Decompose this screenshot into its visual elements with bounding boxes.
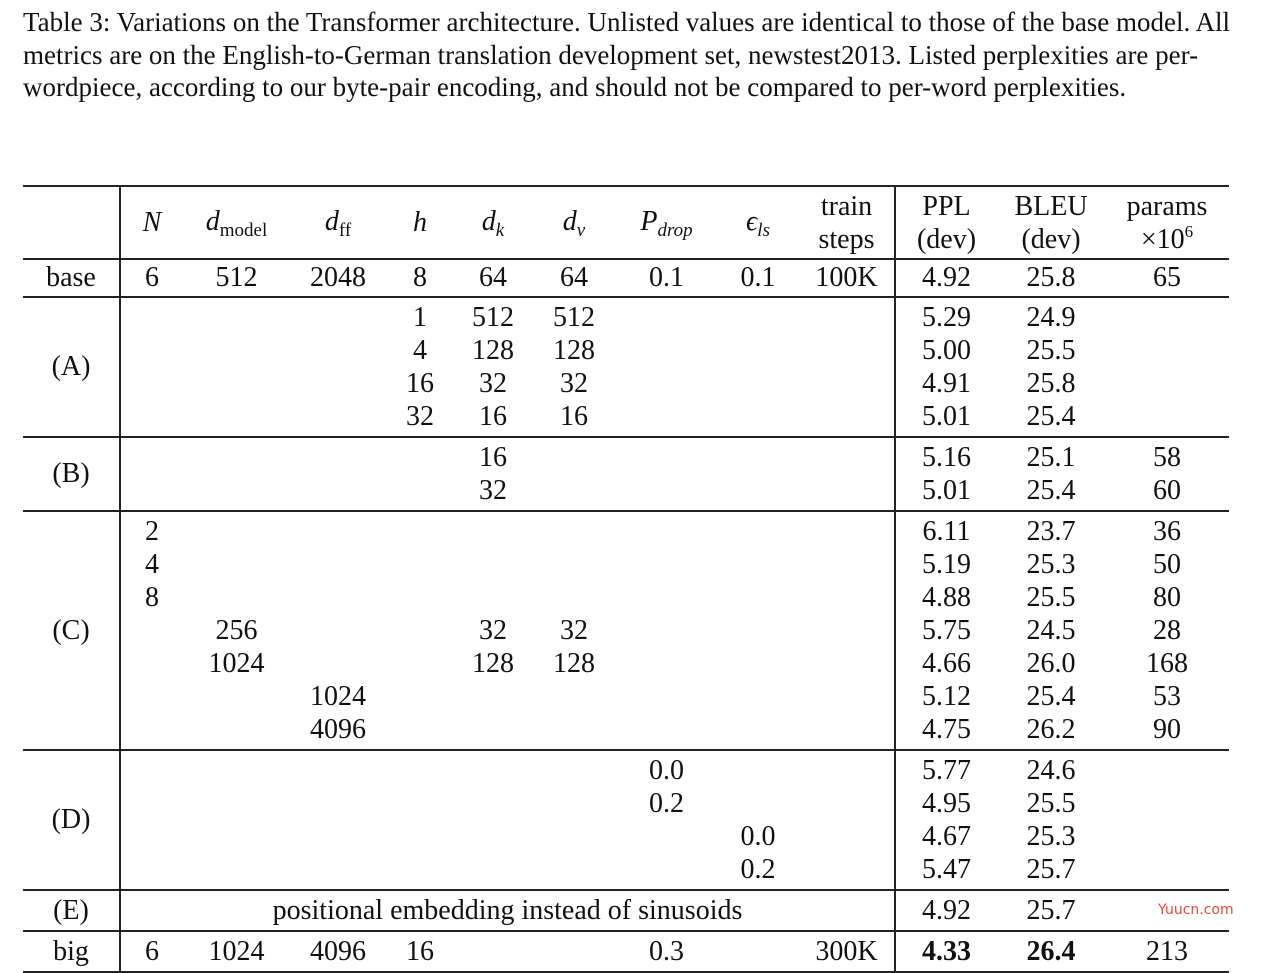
cell-value: 512 xyxy=(472,302,514,333)
cell-value: 60 xyxy=(1153,475,1181,506)
cell-dff xyxy=(290,437,386,511)
cell-value: 6.11 xyxy=(922,516,971,547)
table-caption: Table 3: Variations on the Transformer architecture. Unlisted values are identical to those of the base model. All metrics are on the English-to-German translation development set, newstest2013. Listed perplexities are per-wordpiece, according to our byte-pair encoding, and should not be compared to per-word perplexities. xyxy=(23,7,1231,103)
cell-value xyxy=(183,581,290,614)
cell-value: 90 xyxy=(1153,714,1181,745)
cell-value xyxy=(183,680,290,713)
row-group-E xyxy=(23,890,1229,931)
cell-value xyxy=(616,853,717,886)
cell-value: 5.47 xyxy=(922,854,971,885)
cell-dv xyxy=(532,297,616,437)
cell-value: 32 xyxy=(560,368,588,399)
cell-train: 100K xyxy=(799,259,895,297)
cell-value xyxy=(290,548,386,581)
cell-value: 16 xyxy=(406,368,434,399)
cell-value: 28 xyxy=(1153,615,1181,646)
cell-value xyxy=(454,581,532,614)
cell-value xyxy=(454,713,532,746)
cell-pdrop xyxy=(616,750,717,890)
cell-h xyxy=(386,511,454,750)
cell-pdrop: 0.1 xyxy=(649,262,684,293)
cell-value: 25.7 xyxy=(1026,854,1076,885)
cell-value: 2 xyxy=(145,516,159,547)
cell-train xyxy=(799,750,895,890)
cell-ppl: 4.33 xyxy=(895,931,997,972)
cell-N: 6 xyxy=(120,931,183,972)
cell-params xyxy=(1105,511,1229,750)
header-dff: $d_{ff}$ xyxy=(290,186,386,259)
cell-value: 512 xyxy=(553,302,595,333)
cell-value: 128 xyxy=(472,648,514,679)
cell-value: 5.75 xyxy=(922,615,971,646)
cell-value: 8 xyxy=(145,582,159,613)
header-N: N xyxy=(120,186,183,259)
cell-value: 58 xyxy=(1153,442,1181,473)
cell-value: 26.2 xyxy=(1026,714,1076,745)
cell-value: 25.5 xyxy=(1026,788,1076,819)
cell-value: 4.91 xyxy=(922,368,971,399)
cell-dk xyxy=(454,931,532,972)
cell-params xyxy=(1105,297,1229,437)
cell-value: 25.4 xyxy=(1026,401,1076,432)
cell-value: 5.12 xyxy=(922,681,971,712)
cell-value: 16 xyxy=(479,401,507,432)
cell-dmodel: 1024 xyxy=(183,931,290,972)
cell-value xyxy=(532,713,616,746)
cell-dv xyxy=(532,511,616,750)
cell-value xyxy=(454,680,532,713)
cell-value: 4.66 xyxy=(922,648,971,679)
cell-value: 32 xyxy=(479,368,507,399)
cell-value: 36 xyxy=(1153,516,1181,547)
cell-value: 256 xyxy=(215,615,258,646)
cell-dmodel xyxy=(183,297,290,437)
cell-train xyxy=(799,437,895,511)
cell-value: 25.8 xyxy=(1026,368,1076,399)
cell-value xyxy=(290,515,386,548)
cell-value: 80 xyxy=(1153,582,1181,613)
cell-h: 16 xyxy=(386,931,454,972)
header-dv: $d_v$ xyxy=(532,186,616,259)
cell-value xyxy=(183,548,290,581)
cell-value xyxy=(121,614,183,647)
cell-ppl: 4.92 xyxy=(922,262,971,293)
cell-params: 213 xyxy=(1105,931,1229,972)
cell-h xyxy=(386,437,454,511)
cell-value xyxy=(183,713,290,746)
cell-value: 23.7 xyxy=(1026,516,1076,547)
cell-train xyxy=(799,511,895,750)
header-row xyxy=(23,186,1229,259)
cell-value xyxy=(290,614,386,647)
cell-els xyxy=(717,511,799,750)
cell-value: 0.0 xyxy=(649,755,684,786)
row-label: (D) xyxy=(23,750,120,890)
cell-value xyxy=(717,787,799,820)
header-ppl: PPL (dev) xyxy=(895,186,997,259)
cell-value: 5.29 xyxy=(922,302,971,333)
cell-dmodel xyxy=(183,750,290,890)
header-bleu: BLEU (dev) xyxy=(997,186,1105,259)
cell-value: 53 xyxy=(1153,681,1181,712)
cell-pdrop xyxy=(616,437,717,511)
cell-els: 0.1 xyxy=(740,262,776,293)
cell-ppl xyxy=(895,511,997,750)
cell-pdrop xyxy=(616,297,717,437)
cell-value: 4 xyxy=(413,335,427,366)
cell-value xyxy=(532,680,616,713)
cell-dv xyxy=(532,750,616,890)
cell-N xyxy=(120,511,183,750)
row-label: (B) xyxy=(23,437,120,511)
cell-pdrop xyxy=(616,511,717,750)
results-table xyxy=(23,185,1229,973)
cell-dff xyxy=(290,297,386,437)
row-label: (E) xyxy=(23,890,120,931)
cell-value: 128 xyxy=(553,648,595,679)
cell-value: 1024 xyxy=(208,648,265,679)
cell-dff xyxy=(290,750,386,890)
row-group-B xyxy=(23,437,1229,511)
cell-dv xyxy=(532,931,616,972)
cell-value: 24.9 xyxy=(1026,302,1076,333)
cell-value: 50 xyxy=(1153,549,1181,580)
cell-h xyxy=(386,297,454,437)
cell-bleu xyxy=(997,750,1105,890)
cell-value xyxy=(717,754,799,787)
cell-value: 5.77 xyxy=(922,755,971,786)
cell-value xyxy=(290,581,386,614)
cell-N: 6 xyxy=(145,262,159,293)
cell-value: 128 xyxy=(472,335,514,366)
cell-dff: 2048 xyxy=(310,262,366,293)
cell-value xyxy=(532,515,616,548)
cell-N xyxy=(120,750,183,890)
cell-els xyxy=(717,437,799,511)
cell-value: 32 xyxy=(560,615,588,646)
cell-dk xyxy=(454,437,532,511)
cell-dk xyxy=(454,750,532,890)
row-label: (C) xyxy=(23,511,120,750)
cell-value: 32 xyxy=(406,401,434,432)
cell-value: 25.4 xyxy=(1026,475,1076,506)
cell-h: 8 xyxy=(413,262,427,293)
cell-value xyxy=(532,548,616,581)
cell-dk xyxy=(454,511,532,750)
header-els: $\epsilon_{ls}$ xyxy=(717,186,799,259)
cell-value: 4.75 xyxy=(922,714,971,745)
row-group-C xyxy=(23,511,1229,750)
cell-dk xyxy=(454,297,532,437)
cell-value: 5.16 xyxy=(922,442,971,473)
cell-bleu xyxy=(997,437,1105,511)
cell-value xyxy=(532,581,616,614)
row-big xyxy=(23,931,1229,972)
cell-bleu: 25.7 xyxy=(997,890,1105,931)
row-label: big xyxy=(23,931,120,972)
cell-value: 32 xyxy=(479,475,507,506)
cell-value xyxy=(454,548,532,581)
cell-dff xyxy=(290,511,386,750)
cell-dv: 64 xyxy=(560,262,588,293)
cell-N xyxy=(120,437,183,511)
cell-value: 5.19 xyxy=(922,549,971,580)
header-pdrop: $P_{drop}$ xyxy=(616,186,717,259)
cell-value: 25.4 xyxy=(1026,681,1076,712)
header-blank xyxy=(23,186,120,259)
cell-value: 4.88 xyxy=(922,582,971,613)
header-dmodel: $d_{model}$ xyxy=(183,186,290,259)
cell-train: 300K xyxy=(799,931,895,972)
cell-value: 168 xyxy=(1146,648,1188,679)
cell-value: 25.1 xyxy=(1026,442,1076,473)
cell-value xyxy=(183,515,290,548)
row-label: base xyxy=(23,259,120,297)
cell-els xyxy=(717,297,799,437)
row-group-D xyxy=(23,750,1229,890)
cell-e-description: positional embedding instead of sinusoids xyxy=(120,890,895,931)
cell-value: 26.0 xyxy=(1026,648,1076,679)
cell-value: 4.95 xyxy=(922,788,971,819)
cell-params xyxy=(1105,437,1229,511)
cell-value: 1 xyxy=(413,302,427,333)
cell-h xyxy=(386,750,454,890)
cell-ppl: 4.92 xyxy=(895,890,997,931)
cell-params: 65 xyxy=(1153,262,1181,293)
cell-value: 5.01 xyxy=(922,475,971,506)
cell-els xyxy=(717,750,799,890)
header-params: params $\times 10^6$ xyxy=(1105,186,1229,259)
cell-value: 24.5 xyxy=(1026,615,1076,646)
cell-dk: 64 xyxy=(479,262,507,293)
cell-value: 25.3 xyxy=(1026,549,1076,580)
cell-value: 16 xyxy=(560,401,588,432)
cell-dv xyxy=(532,437,616,511)
cell-value: 5.00 xyxy=(922,335,971,366)
cell-value: 25.5 xyxy=(1026,582,1076,613)
cell-value: 16 xyxy=(479,442,507,473)
cell-value: 5.01 xyxy=(922,401,971,432)
cell-value: 4.67 xyxy=(922,821,971,852)
cell-value: 0.2 xyxy=(740,854,776,885)
cell-dmodel xyxy=(183,511,290,750)
cell-value xyxy=(121,680,183,713)
cell-ppl xyxy=(895,750,997,890)
row-label: (A) xyxy=(23,297,120,437)
header-dk: $d_k$ xyxy=(454,186,532,259)
cell-value: 0.2 xyxy=(649,788,684,819)
cell-params xyxy=(1105,750,1229,890)
cell-dmodel xyxy=(183,437,290,511)
cell-ppl xyxy=(895,297,997,437)
cell-els xyxy=(717,931,799,972)
cell-ppl xyxy=(895,437,997,511)
cell-value: 1024 xyxy=(310,681,366,712)
cell-value: 128 xyxy=(553,335,595,366)
cell-bleu: 26.4 xyxy=(997,931,1105,972)
cell-dmodel: 512 xyxy=(215,262,258,293)
cell-bleu xyxy=(997,297,1105,437)
cell-value xyxy=(616,820,717,853)
cell-value xyxy=(290,647,386,680)
cell-value xyxy=(454,515,532,548)
cell-train xyxy=(799,297,895,437)
cell-value xyxy=(121,647,183,680)
cell-value: 25.5 xyxy=(1026,335,1076,366)
cell-value: 4 xyxy=(145,549,159,580)
header-train-steps: train steps xyxy=(799,186,895,259)
cell-bleu: 25.8 xyxy=(1026,262,1076,293)
cell-pdrop: 0.3 xyxy=(616,931,717,972)
watermark: Yuucn.com xyxy=(1158,902,1234,918)
cell-bleu xyxy=(997,511,1105,750)
cell-value xyxy=(121,713,183,746)
cell-value: 4096 xyxy=(310,714,366,745)
cell-value: 0.0 xyxy=(740,821,776,852)
cell-value: 24.6 xyxy=(1026,755,1076,786)
row-group-A xyxy=(23,297,1229,437)
cell-value: 25.3 xyxy=(1026,821,1076,852)
header-h: h xyxy=(386,186,454,259)
cell-dff: 4096 xyxy=(290,931,386,972)
row-base xyxy=(23,259,1229,297)
cell-N xyxy=(120,297,183,437)
cell-value: 32 xyxy=(479,615,507,646)
